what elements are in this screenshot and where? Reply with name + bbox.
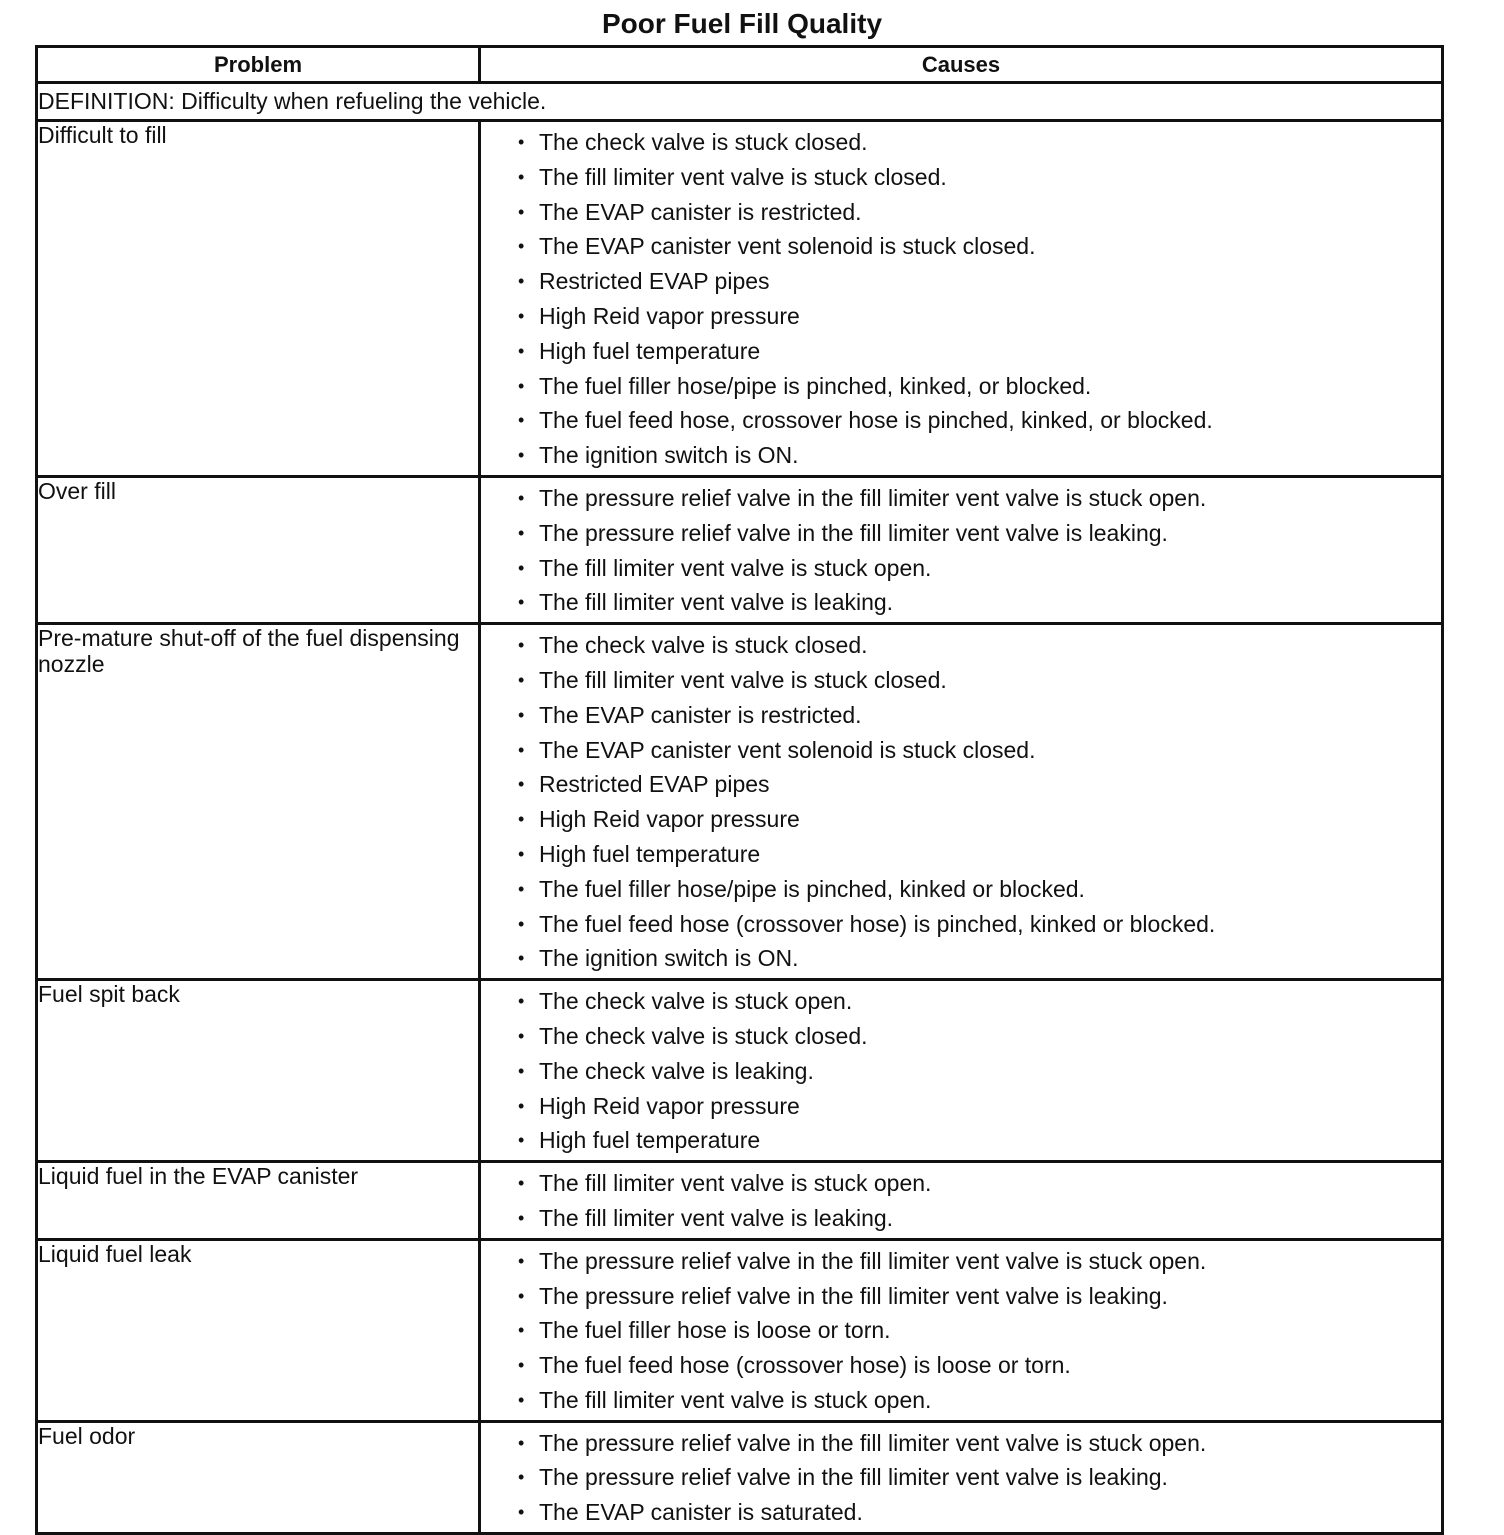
table-row xyxy=(37,476,1443,623)
cause-item xyxy=(481,403,1441,438)
cause-list xyxy=(481,1163,1441,1238)
bullet-icon: • xyxy=(518,843,525,864)
cause-text: The fill limiter vent valve is stuck open. xyxy=(539,1170,932,1197)
cause-text: The fuel filler hose/pipe is pinched, kinked, or blocked. xyxy=(539,372,1092,399)
cause-text: The EVAP canister vent solenoid is stuck closed. xyxy=(539,736,1036,763)
cause-item xyxy=(481,264,1441,299)
cause-item xyxy=(481,1019,1441,1054)
cause-item xyxy=(481,1460,1441,1495)
cause-item xyxy=(481,628,1441,663)
cause-text: The EVAP canister is restricted. xyxy=(539,701,862,728)
bullet-icon: • xyxy=(518,410,525,431)
bullet-icon: • xyxy=(518,375,525,396)
cause-item xyxy=(481,125,1441,160)
cause-text: High Reid vapor pressure xyxy=(539,806,800,833)
cause-text: The fuel filler hose/pipe is pinched, kinked or blocked. xyxy=(539,875,1085,902)
bullet-icon: • xyxy=(518,809,525,830)
bullet-icon: • xyxy=(518,1130,525,1151)
cause-text: The pressure relief valve in the fill limiter vent valve is leaking. xyxy=(539,519,1168,546)
cause-text: High Reid vapor pressure xyxy=(539,1092,800,1119)
cause-item xyxy=(481,1244,1441,1279)
cause-item xyxy=(481,1383,1441,1418)
cause-text: The fuel feed hose (crossover hose) is loose or torn. xyxy=(539,1352,1071,1379)
problem-cell: Difficult to fill xyxy=(37,121,480,477)
cause-text: The check valve is leaking. xyxy=(539,1057,814,1084)
bullet-icon: • xyxy=(518,487,525,508)
cause-text: The EVAP canister vent solenoid is stuck closed. xyxy=(539,233,1036,260)
cause-item xyxy=(481,438,1441,473)
bullet-icon: • xyxy=(518,774,525,795)
cause-item xyxy=(481,733,1441,768)
cause-text: The ignition switch is ON. xyxy=(539,442,799,469)
cause-item xyxy=(481,1123,1441,1158)
cause-item xyxy=(481,585,1441,620)
cause-text: High Reid vapor pressure xyxy=(539,302,800,329)
causes-cell xyxy=(480,1239,1443,1421)
cause-text: The check valve is stuck closed. xyxy=(539,632,868,659)
cause-text: Restricted EVAP pipes xyxy=(539,771,770,798)
definition-text: DEFINITION: Difficulty when refueling the vehicle. xyxy=(37,83,1443,121)
table-row xyxy=(37,121,1443,477)
bullet-icon: • xyxy=(518,201,525,222)
bullet-icon: • xyxy=(518,739,525,760)
bullet-icon: • xyxy=(518,271,525,292)
cause-item xyxy=(481,698,1441,733)
cause-item xyxy=(481,481,1441,516)
table-row xyxy=(37,1162,1443,1240)
cause-item xyxy=(481,941,1441,976)
problem-cell: Pre-mature shut-off of the fuel dispensing nozzle xyxy=(37,624,480,980)
causes-cell xyxy=(480,1421,1443,1533)
bullet-icon: • xyxy=(518,1285,525,1306)
causes-cell xyxy=(480,476,1443,623)
cause-text: The fill limiter vent valve is stuck closed. xyxy=(539,666,947,693)
bullet-icon: • xyxy=(518,592,525,613)
cause-item xyxy=(481,1166,1441,1201)
cause-text: The check valve is stuck closed. xyxy=(539,1022,868,1049)
bullet-icon: • xyxy=(518,948,525,969)
bullet-icon: • xyxy=(518,635,525,656)
cause-text: The fill limiter vent valve is leaking. xyxy=(539,589,894,616)
bullet-icon: • xyxy=(518,1467,525,1488)
cause-text: The fill limiter vent valve is stuck open. xyxy=(539,1386,932,1413)
cause-text: The pressure relief valve in the fill limiter vent valve is stuck open. xyxy=(539,1429,1207,1456)
cause-item xyxy=(481,551,1441,586)
cause-text: The fill limiter vent valve is stuck closed. xyxy=(539,163,947,190)
definition-row xyxy=(37,83,1443,121)
cause-item xyxy=(481,1313,1441,1348)
cause-text: The ignition switch is ON. xyxy=(539,945,799,972)
bullet-icon: • xyxy=(518,913,525,934)
cause-list xyxy=(481,478,1441,622)
document-title: Poor Fuel Fill Quality xyxy=(601,8,883,39)
problem-cell: Over fill xyxy=(37,476,480,623)
bullet-icon: • xyxy=(518,445,525,466)
cause-text: The EVAP canister is restricted. xyxy=(539,198,862,225)
causes-cell xyxy=(480,121,1443,477)
diagnostic-table xyxy=(35,45,1444,1535)
cause-item xyxy=(481,837,1441,872)
problem-cell: Liquid fuel in the EVAP canister xyxy=(37,1162,480,1240)
cause-item xyxy=(481,1495,1441,1530)
cause-list xyxy=(481,122,1441,475)
bullet-icon: • xyxy=(518,1432,525,1453)
bullet-icon: • xyxy=(518,878,525,899)
table-row xyxy=(37,980,1443,1162)
cause-text: High fuel temperature xyxy=(539,840,761,867)
table-row xyxy=(37,1421,1443,1533)
problem-cell: Fuel odor xyxy=(37,1421,480,1533)
cause-item xyxy=(481,1201,1441,1236)
cause-item xyxy=(481,299,1441,334)
causes-column-header: Causes xyxy=(480,47,1443,83)
bullet-icon: • xyxy=(518,1025,525,1046)
bullet-icon: • xyxy=(518,1250,525,1271)
cause-item xyxy=(481,229,1441,264)
bullet-icon: • xyxy=(518,340,525,361)
cause-text: The pressure relief valve in the fill limiter vent valve is stuck open. xyxy=(539,1247,1207,1274)
table-header-row xyxy=(37,47,1443,83)
bullet-icon: • xyxy=(518,166,525,187)
cause-text: The pressure relief valve in the fill limiter vent valve is stuck open. xyxy=(539,484,1207,511)
cause-item xyxy=(481,767,1441,802)
cause-item xyxy=(481,516,1441,551)
bullet-icon: • xyxy=(518,305,525,326)
cause-list xyxy=(481,981,1441,1160)
cause-text: High fuel temperature xyxy=(539,1127,761,1154)
cause-text: The check valve is stuck closed. xyxy=(539,129,868,155)
cause-list xyxy=(481,1241,1441,1420)
bullet-icon: • xyxy=(518,1060,525,1081)
bullet-icon: • xyxy=(518,1389,525,1410)
bullet-icon: • xyxy=(518,557,525,578)
cause-item xyxy=(481,1279,1441,1314)
cause-text: Restricted EVAP pipes xyxy=(539,268,770,295)
causes-cell xyxy=(480,624,1443,980)
cause-text: The EVAP canister is saturated. xyxy=(539,1499,863,1526)
bullet-icon: • xyxy=(518,1173,525,1194)
cause-text: The fill limiter vent valve is leaking. xyxy=(539,1204,894,1231)
cause-item xyxy=(481,334,1441,369)
bullet-icon: • xyxy=(518,1207,525,1228)
cause-item xyxy=(481,1426,1441,1461)
cause-list xyxy=(481,1423,1441,1532)
cause-item xyxy=(481,1348,1441,1383)
cause-item xyxy=(481,1089,1441,1124)
bullet-icon: • xyxy=(518,1355,525,1376)
bullet-icon: • xyxy=(518,1095,525,1116)
cause-text: The fuel filler hose is loose or torn. xyxy=(539,1317,891,1344)
cause-text: The fuel feed hose, crossover hose is pinched, kinked, or blocked. xyxy=(539,407,1213,434)
cause-item xyxy=(481,195,1441,230)
cause-text: The fuel feed hose (crossover hose) is pinched, kinked or blocked. xyxy=(539,910,1216,937)
cause-item xyxy=(481,802,1441,837)
table-row xyxy=(37,624,1443,980)
problem-cell: Fuel spit back xyxy=(37,980,480,1162)
cause-item xyxy=(481,907,1441,942)
bullet-icon: • xyxy=(518,132,525,152)
bullet-icon: • xyxy=(518,522,525,543)
bullet-icon: • xyxy=(518,704,525,725)
causes-cell xyxy=(480,980,1443,1162)
cause-text: High fuel temperature xyxy=(539,337,761,364)
cause-item xyxy=(481,1054,1441,1089)
cause-item xyxy=(481,984,1441,1019)
cause-item xyxy=(481,369,1441,404)
cause-item xyxy=(481,872,1441,907)
problem-cell: Liquid fuel leak xyxy=(37,1239,480,1421)
cause-item xyxy=(481,160,1441,195)
cause-text: The pressure relief valve in the fill limiter vent valve is leaking. xyxy=(539,1282,1168,1309)
table-row xyxy=(37,1239,1443,1421)
bullet-icon: • xyxy=(518,991,525,1012)
bullet-icon: • xyxy=(518,236,525,257)
causes-cell xyxy=(480,1162,1443,1240)
cause-list xyxy=(481,625,1441,978)
cause-text: The check valve is stuck open. xyxy=(539,988,853,1015)
bullet-icon: • xyxy=(518,1320,525,1341)
cause-text: The fill limiter vent valve is stuck open. xyxy=(539,554,932,581)
cause-item xyxy=(481,663,1441,698)
bullet-icon: • xyxy=(518,669,525,690)
cause-text: The pressure relief valve in the fill limiter vent valve is leaking. xyxy=(539,1464,1168,1491)
table-body xyxy=(37,83,1443,1534)
bullet-icon: • xyxy=(518,1502,525,1523)
problem-column-header: Problem xyxy=(37,47,480,83)
